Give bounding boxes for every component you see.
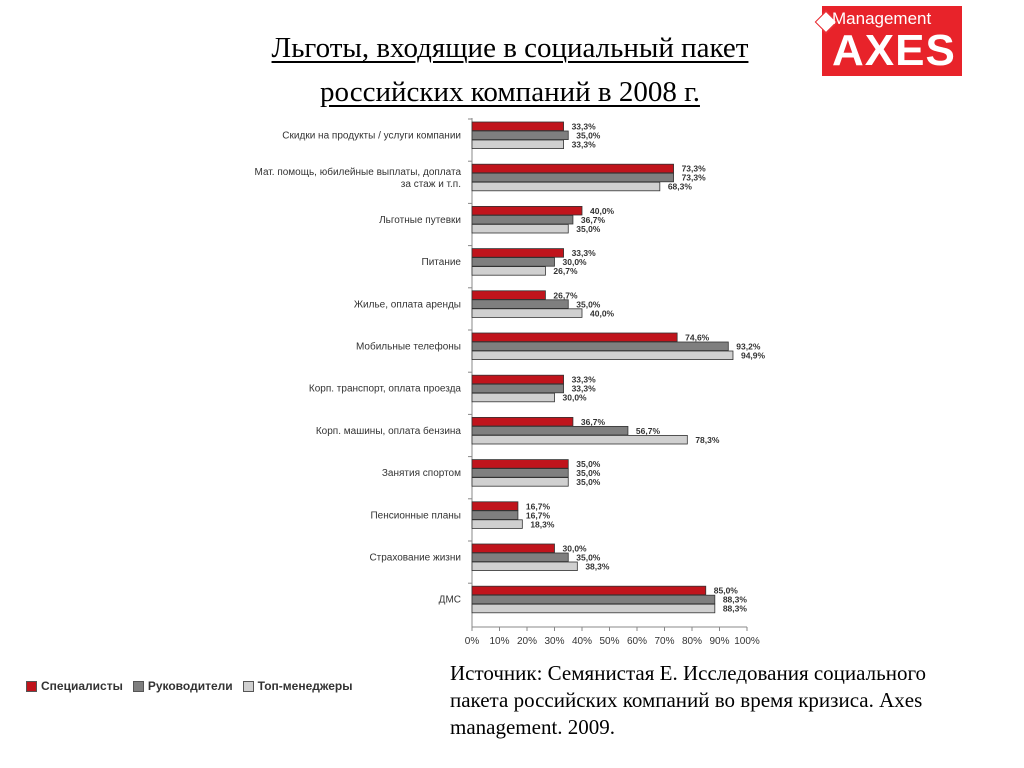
data-label: 26,7% <box>553 290 578 301</box>
category-label-line: Жилье, оплата аренды <box>353 299 461 311</box>
data-label: 36,7% <box>580 416 606 427</box>
x-tick-label: 100% <box>734 636 760 647</box>
data-label: 30,0% <box>562 257 587 268</box>
x-tick-label: 30% <box>544 636 565 647</box>
data-label: 94,9% <box>740 350 766 361</box>
category-label <box>439 595 461 606</box>
category-label-line: Мат. помощь, юбилейные выплаты, доплата <box>254 167 461 179</box>
category-label-line: Мобильные телефоны <box>355 341 461 353</box>
x-tick-label: 70% <box>654 636 675 647</box>
bar <box>472 393 555 402</box>
category-label <box>369 553 461 564</box>
data-label: 85,0% <box>713 585 738 596</box>
bar <box>472 224 568 233</box>
bar <box>472 206 582 215</box>
bar <box>472 553 568 562</box>
data-label: 68,3% <box>667 181 692 192</box>
legend-label-top-managers: Топ-менеджеры <box>257 679 353 693</box>
bar <box>472 249 564 258</box>
bar <box>472 131 568 140</box>
data-label: 35,0% <box>576 468 601 479</box>
data-label: 30,0% <box>562 543 587 554</box>
bar <box>472 333 677 342</box>
legend-label-specialists: Специалисты <box>41 679 123 693</box>
data-label: 26,7% <box>553 266 578 277</box>
legend-label-managers: Руководители <box>147 679 233 693</box>
bar <box>472 502 518 511</box>
category-label <box>309 384 462 395</box>
category-label-line: Корп. машины, оплата бензина <box>315 425 461 437</box>
bar <box>472 267 545 276</box>
legend-swatch-managers <box>133 681 144 692</box>
bar <box>472 182 660 191</box>
chart-legend <box>26 679 356 693</box>
x-tick-label: 80% <box>681 636 703 647</box>
bar <box>472 586 706 595</box>
legend-item-managers <box>133 679 233 693</box>
category-label-line: Льготные путевки <box>379 214 461 226</box>
bar <box>472 164 674 173</box>
title-line-1: Льготы, входящие в социальный пакет <box>271 32 749 64</box>
data-label: 16,7% <box>525 501 551 512</box>
data-label: 74,6% <box>685 332 710 343</box>
bar <box>472 351 733 360</box>
category-label-line: Занятия спортом <box>381 468 461 480</box>
data-label: 56,7% <box>635 425 661 436</box>
legend-swatch-top-managers <box>243 681 254 692</box>
category-label-line: Корп. транспорт, оплата проезда <box>308 383 461 395</box>
category-label-line: Питание <box>421 257 461 269</box>
data-label: 16,7% <box>525 510 551 521</box>
bar <box>472 478 568 487</box>
data-label: 78,3% <box>695 434 720 445</box>
bar <box>472 173 674 182</box>
x-tick-label: 90% <box>709 636 730 647</box>
bar <box>472 375 564 384</box>
category-label-line: Пенсионные планы <box>370 510 461 522</box>
data-label: 33,3% <box>571 383 596 394</box>
source-note: Источник: Семянистая Е. Исследования социального пакета российских компаний во время кризиса. Axes management. 2009. <box>450 661 927 739</box>
category-label-line: ДМС <box>438 594 461 606</box>
category-label <box>356 341 461 353</box>
bar <box>472 309 582 318</box>
bar <box>472 342 728 351</box>
data-label: 38,3% <box>585 561 610 572</box>
bar <box>472 417 573 426</box>
data-label: 33,3% <box>571 248 596 259</box>
bar <box>472 258 555 267</box>
bar <box>472 435 687 444</box>
bar <box>472 122 564 131</box>
data-label: 40,0% <box>590 308 615 319</box>
bar <box>472 300 568 309</box>
category-label <box>379 215 461 226</box>
bar <box>472 469 568 478</box>
category-label <box>370 510 461 521</box>
data-label: 35,0% <box>576 299 601 310</box>
data-label: 35,0% <box>576 552 601 563</box>
x-tick-label: 60% <box>626 636 648 647</box>
x-tick-label: 50% <box>599 636 620 647</box>
bar <box>472 140 564 149</box>
category-label-line: Страхование жизни <box>369 552 461 564</box>
category-label-line: Скидки на продукты / услуги компании <box>282 130 461 142</box>
category-label <box>422 257 462 268</box>
data-label: 93,2% <box>736 341 761 352</box>
category-label <box>282 131 461 142</box>
category-label <box>354 299 461 310</box>
bar <box>472 562 577 571</box>
data-label: 40,0% <box>590 205 615 216</box>
bar <box>472 595 715 604</box>
title-line-2: российских компаний в 2008 г. <box>320 76 700 108</box>
data-label: 33,3% <box>571 374 596 385</box>
data-label: 35,0% <box>576 130 601 141</box>
bar <box>472 520 522 529</box>
data-label: 33,3% <box>571 139 596 150</box>
data-label: 88,3% <box>722 603 747 614</box>
legend-item-top-managers <box>243 679 353 693</box>
data-label: 73,3% <box>681 172 706 183</box>
legend-item-specialists <box>26 679 123 693</box>
logo-main-text: AXES <box>832 26 956 75</box>
category-label-line: за стаж и т.п. <box>400 179 461 191</box>
bar <box>472 544 555 553</box>
data-label: 18,3% <box>530 519 555 530</box>
data-label: 35,0% <box>576 477 601 488</box>
bar <box>472 426 628 435</box>
category-label <box>316 425 462 437</box>
bar <box>472 291 545 300</box>
x-tick-label: 10% <box>489 636 510 647</box>
legend-swatch-specialists <box>26 681 37 692</box>
logo-top-text: Management <box>832 9 932 28</box>
x-tick-label: 40% <box>571 636 593 647</box>
data-label: 88,3% <box>722 594 747 605</box>
bar <box>472 384 564 393</box>
data-label: 33,3% <box>571 121 596 132</box>
category-label <box>255 166 462 190</box>
data-label: 36,7% <box>580 214 606 225</box>
data-label: 73,3% <box>681 163 706 174</box>
x-tick-label: 0% <box>464 636 480 647</box>
bar <box>472 215 573 224</box>
bar <box>472 604 715 613</box>
data-label: 30,0% <box>562 392 587 403</box>
category-label <box>382 468 461 479</box>
data-label: 35,0% <box>576 223 601 234</box>
data-label: 35,0% <box>576 459 601 470</box>
bar <box>472 460 568 469</box>
x-tick-label: 20% <box>516 636 538 647</box>
bar <box>472 511 518 520</box>
